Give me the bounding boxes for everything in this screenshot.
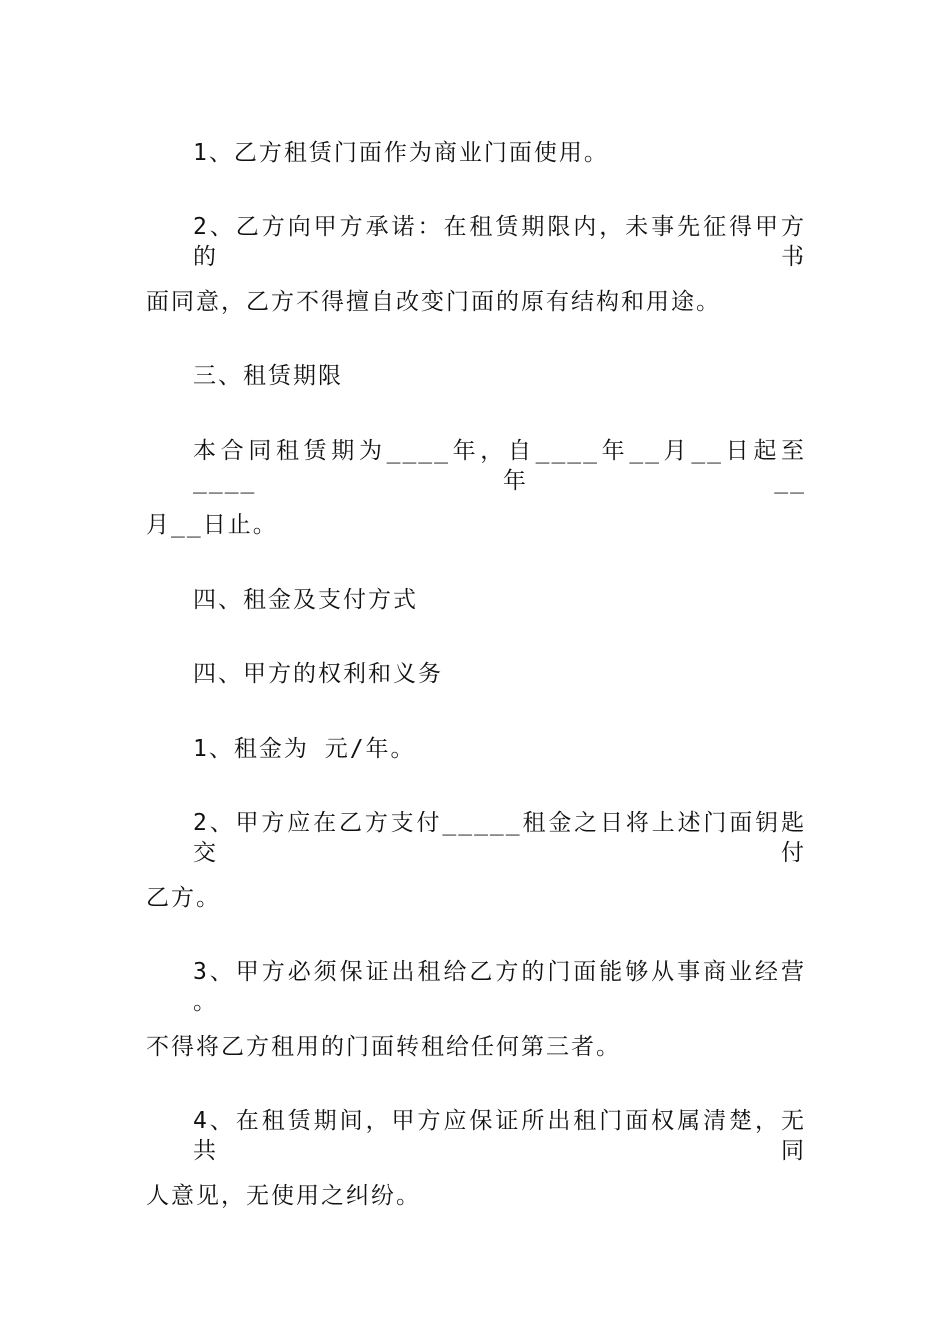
landlord-clause-4-ownership-continued: 人意见，无使用之纠纷。: [146, 1183, 421, 1209]
landlord-clause-3-guarantee: 3、甲方必须保证出租给乙方的门面能够从事商业经营 。: [193, 959, 806, 1015]
section-heading-lease-term: 三、租赁期限: [193, 363, 343, 389]
clause-2-promise: 2、乙方向甲方承诺：在租赁期限内，未事先征得甲方的书: [193, 214, 806, 270]
landlord-clause-2-keys-continued: 乙方。: [146, 885, 221, 911]
landlord-clause-4-ownership: 4、在租赁期间，甲方应保证所出租门面权属清楚，无共同: [193, 1108, 806, 1164]
clause-1-usage: 1、乙方租赁门面作为商业门面使用。: [193, 140, 609, 166]
clause-2-promise-continued: 面同意，乙方不得擅自改变门面的原有结构和用途。: [146, 289, 721, 315]
lease-term-text: 本合同租赁期为____年，自____年__月__日起至____年__: [193, 438, 806, 494]
landlord-clause-3-guarantee-continued: 不得将乙方租用的门面转租给任何第三者。: [146, 1034, 621, 1060]
section-heading-rent-payment: 四、租金及支付方式: [193, 587, 418, 613]
landlord-clause-1-rent: 1、租金为 元/年。: [193, 736, 416, 762]
lease-term-text-continued: 月__日止。: [146, 512, 278, 538]
section-heading-landlord-rights: 四、甲方的权利和义务: [193, 661, 443, 687]
landlord-clause-2-keys: 2、甲方应在乙方支付_____租金之日将上述门面钥匙交付: [193, 810, 806, 866]
